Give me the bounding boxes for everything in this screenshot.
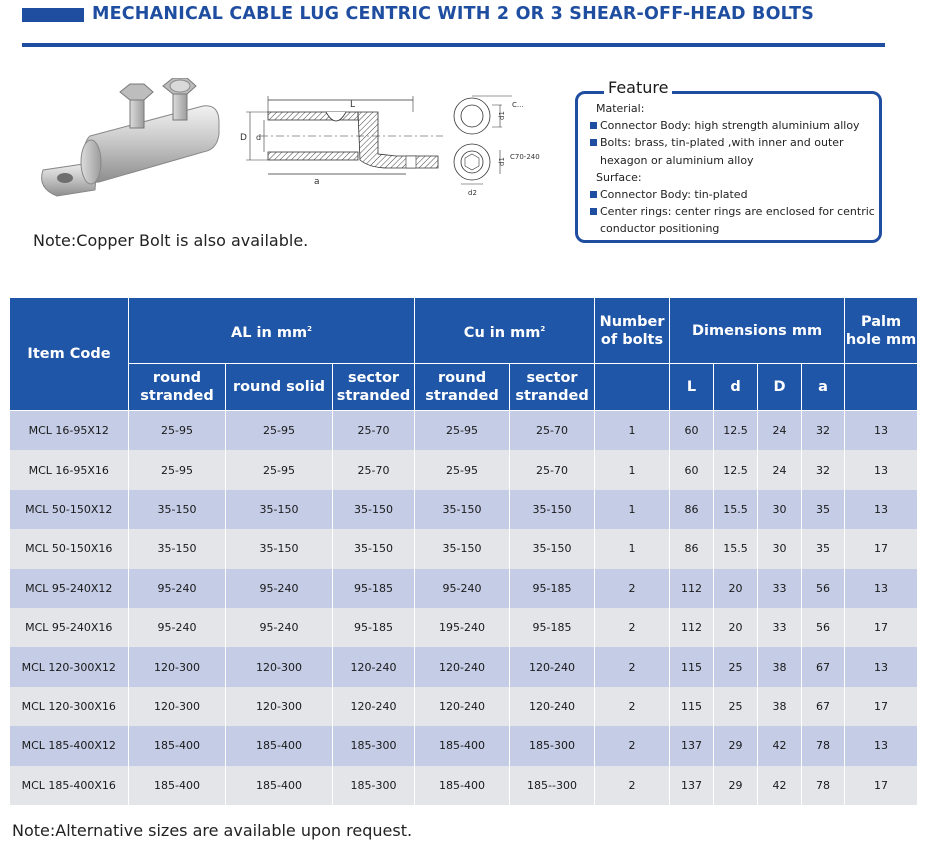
feature-bolts-cont: hexagon or aluminium alloy [600, 153, 754, 167]
title-rule [22, 43, 885, 47]
cell-cu-rs: 185-400 [415, 766, 510, 805]
cell-D: 24 [758, 411, 802, 451]
cell-cu-ss: 35-150 [510, 490, 595, 529]
cell-al-rs: 185-400 [129, 726, 226, 765]
cell-code: MCL 16-95X12 [10, 411, 129, 451]
cell-L: 137 [670, 726, 714, 765]
cell-cu-rs: 35-150 [415, 490, 510, 529]
cell-al-ss: 35-150 [333, 529, 415, 568]
cell-L: 115 [670, 647, 714, 686]
label-d1-top: d1 [498, 111, 506, 120]
cell-d: 25 [714, 647, 758, 686]
cell-bolts: 2 [595, 647, 670, 686]
cell-cu-ss: 120-240 [510, 647, 595, 686]
label-a: a [314, 177, 320, 187]
cell-cu-ss: 95-185 [510, 608, 595, 647]
cell-palm: 13 [845, 647, 918, 686]
header-dimensions: Dimensions mm [670, 298, 845, 364]
cell-cu-rs: 25-95 [415, 450, 510, 489]
cell-cu-rs: 35-150 [415, 529, 510, 568]
label-d1-bottom: d1 [498, 157, 506, 166]
feature-list [588, 100, 880, 238]
table-row [10, 569, 918, 608]
cell-al-ss: 185-300 [333, 766, 415, 805]
cell-cu-rs: 95-240 [415, 569, 510, 608]
header-palm-blank [845, 364, 918, 411]
cell-code: MCL 120-300X12 [10, 647, 129, 686]
header-cu: Cu in $mm^2$ [415, 298, 595, 364]
cell-d: 29 [714, 726, 758, 765]
header-palm-hole: Palm hole mm [845, 298, 918, 364]
dimension-drawing [238, 94, 448, 204]
cell-D: 42 [758, 766, 802, 805]
note-copper-bolt: Note:Copper Bolt is also available. [33, 231, 309, 250]
cell-bolts: 1 [595, 450, 670, 489]
cell-code: MCL 120-300X16 [10, 687, 129, 726]
cell-cu-ss: 95-185 [510, 569, 595, 608]
table-row [10, 608, 918, 647]
cell-a: 35 [802, 529, 845, 568]
cell-palm: 13 [845, 450, 918, 489]
note-alternative-sizes: Note:Alternative sizes are available upon request. [12, 821, 413, 840]
label-d2: d2 [468, 189, 477, 197]
cell-a: 56 [802, 569, 845, 608]
cell-code: MCL 185-400X12 [10, 726, 129, 765]
cell-code: MCL 50-150X12 [10, 490, 129, 529]
cell-d: 29 [714, 766, 758, 805]
cell-palm: 17 [845, 766, 918, 805]
cell-a: 67 [802, 687, 845, 726]
spec-table [9, 297, 918, 805]
cell-al-ss: 95-185 [333, 569, 415, 608]
cell-palm: 17 [845, 608, 918, 647]
cell-bolts: 2 [595, 766, 670, 805]
cell-al-ss: 185-300 [333, 726, 415, 765]
table-row [10, 687, 918, 726]
cell-a: 32 [802, 411, 845, 451]
cell-L: 86 [670, 529, 714, 568]
cell-al-ss: 120-240 [333, 687, 415, 726]
cell-al-rsolid: 185-400 [226, 726, 333, 765]
cell-al-rs: 95-240 [129, 608, 226, 647]
header-number-of-bolts: Number of bolts [595, 298, 670, 364]
cell-cu-rs: 195-240 [415, 608, 510, 647]
header-item-code: Item Code [10, 298, 129, 411]
cell-d: 15.5 [714, 490, 758, 529]
cell-L: 112 [670, 569, 714, 608]
cell-palm: 17 [845, 529, 918, 568]
feature-surface-body: Connector Body: tin-plated [588, 186, 880, 203]
cell-bolts: 1 [595, 411, 670, 451]
cell-D: 33 [758, 569, 802, 608]
cell-a: 78 [802, 726, 845, 765]
label-c-bottom: C70-240 [510, 153, 540, 161]
cell-cu-ss: 25-70 [510, 411, 595, 451]
cell-al-rs: 25-95 [129, 411, 226, 451]
cell-d: 15.5 [714, 529, 758, 568]
cell-a: 56 [802, 608, 845, 647]
cell-al-rsolid: 25-95 [226, 450, 333, 489]
label-D: D [240, 133, 247, 143]
cell-L: 86 [670, 490, 714, 529]
cell-al-ss: 35-150 [333, 490, 415, 529]
cell-code: MCL 50-150X16 [10, 529, 129, 568]
header-cu-sector-stranded: sector stranded [510, 364, 595, 411]
header-dim-d: d [714, 364, 758, 411]
table-row [10, 411, 918, 451]
spec-table-body [10, 411, 918, 805]
cell-palm: 17 [845, 687, 918, 726]
cell-palm: 13 [845, 411, 918, 451]
cell-al-rsolid: 95-240 [226, 569, 333, 608]
cell-bolts: 2 [595, 726, 670, 765]
cell-al-ss: 25-70 [333, 450, 415, 489]
cell-d: 25 [714, 687, 758, 726]
cell-a: 35 [802, 490, 845, 529]
header-al-round-stranded: round stranded [129, 364, 226, 411]
cell-L: 115 [670, 687, 714, 726]
table-row [10, 726, 918, 765]
cell-al-rs: 35-150 [129, 529, 226, 568]
cell-al-rsolid: 25-95 [226, 411, 333, 451]
feature-title: Feature [604, 78, 672, 97]
table-row [10, 529, 918, 568]
cell-al-ss: 95-185 [333, 608, 415, 647]
label-c-top: C... [512, 101, 524, 109]
cell-D: 30 [758, 529, 802, 568]
cell-L: 112 [670, 608, 714, 647]
feature-bolts: Bolts: brass, tin-plated ,with inner and outer [588, 134, 880, 151]
cell-palm: 13 [845, 569, 918, 608]
cell-palm: 13 [845, 726, 918, 765]
cell-D: 30 [758, 490, 802, 529]
cell-L: 60 [670, 411, 714, 451]
cell-al-rsolid: 185-400 [226, 766, 333, 805]
cell-al-rs: 120-300 [129, 647, 226, 686]
feature-material-head: Material: [596, 102, 645, 115]
cell-cu-rs: 185-400 [415, 726, 510, 765]
header-bolts-blank [595, 364, 670, 411]
label-L: L [350, 100, 356, 110]
header-al-round-solid: round solid [226, 364, 333, 411]
title-accent-bar [22, 8, 84, 22]
header-dim-L: L [670, 364, 714, 411]
cell-al-rs: 185-400 [129, 766, 226, 805]
cell-al-rs: 25-95 [129, 450, 226, 489]
cell-al-ss: 25-70 [333, 411, 415, 451]
cell-L: 137 [670, 766, 714, 805]
cell-bolts: 2 [595, 569, 670, 608]
cell-cu-rs: 120-240 [415, 647, 510, 686]
cell-L: 60 [670, 450, 714, 489]
cell-D: 33 [758, 608, 802, 647]
cell-cu-rs: 120-240 [415, 687, 510, 726]
cell-D: 24 [758, 450, 802, 489]
cell-cu-ss: 185--300 [510, 766, 595, 805]
header-dim-a: a [802, 364, 845, 411]
table-row [10, 766, 918, 805]
header-dim-D: D [758, 364, 802, 411]
cell-al-ss: 120-240 [333, 647, 415, 686]
cell-cu-ss: 120-240 [510, 687, 595, 726]
feature-surface-head: Surface: [596, 170, 642, 184]
cell-code: MCL 95-240X12 [10, 569, 129, 608]
cell-code: MCL 185-400X16 [10, 766, 129, 805]
cell-bolts: 2 [595, 608, 670, 647]
cell-d: 12.5 [714, 411, 758, 451]
cell-al-rsolid: 95-240 [226, 608, 333, 647]
cell-al-rsolid: 120-300 [226, 687, 333, 726]
cell-bolts: 1 [595, 490, 670, 529]
cell-al-rsolid: 35-150 [226, 529, 333, 568]
cell-palm: 13 [845, 490, 918, 529]
cell-al-rs: 120-300 [129, 687, 226, 726]
table-row [10, 490, 918, 529]
table-row [10, 450, 918, 489]
cell-al-rs: 35-150 [129, 490, 226, 529]
cross-section-drawing [446, 94, 566, 204]
cell-a: 78 [802, 766, 845, 805]
cell-D: 42 [758, 726, 802, 765]
table-row [10, 647, 918, 686]
feature-center-rings: Center rings: center rings are enclosed for centric [588, 203, 880, 220]
label-d: d [256, 133, 262, 142]
header-cu-round-stranded: round stranded [415, 364, 510, 411]
header-al: AL in $mm^2$ [129, 298, 415, 364]
cell-al-rs: 95-240 [129, 569, 226, 608]
cell-bolts: 1 [595, 529, 670, 568]
cell-cu-ss: 35-150 [510, 529, 595, 568]
cell-D: 38 [758, 647, 802, 686]
cell-D: 38 [758, 687, 802, 726]
feature-center-rings-cont: conductor positioning [600, 222, 720, 236]
cell-code: MCL 95-240X16 [10, 608, 129, 647]
cell-bolts: 2 [595, 687, 670, 726]
cell-d: 20 [714, 608, 758, 647]
cell-d: 12.5 [714, 450, 758, 489]
cell-a: 67 [802, 647, 845, 686]
cell-a: 32 [802, 450, 845, 489]
product-photo [35, 78, 225, 213]
cell-cu-rs: 25-95 [415, 411, 510, 451]
page-title: MECHANICAL CABLE LUG CENTRIC WITH 2 OR 3 SHEAR-OFF-HEAD BOLTS [92, 4, 815, 24]
cell-cu-ss: 25-70 [510, 450, 595, 489]
header-al-sector-stranded: sector stranded [333, 364, 415, 411]
cell-cu-ss: 185-300 [510, 726, 595, 765]
cell-al-rsolid: 120-300 [226, 647, 333, 686]
feature-connector-body: Connector Body: high strength aluminium alloy [588, 117, 880, 134]
cell-al-rsolid: 35-150 [226, 490, 333, 529]
cell-d: 20 [714, 569, 758, 608]
cell-code: MCL 16-95X16 [10, 450, 129, 489]
